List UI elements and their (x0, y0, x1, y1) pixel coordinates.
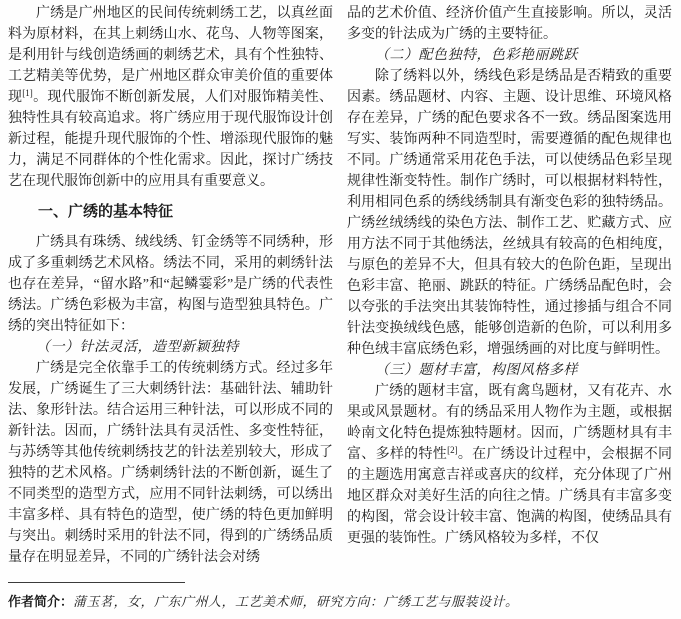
paragraph: 除了绣料以外，绣线色彩是绣品是否精致的重要因素。绣品题材、内容、主题、设计思维、环境风格存在差异，广绣的配色要求各不一致。绣品图案选用写实、装饰两种不同造型时，需要遵循的配色规律也不同。广绣通常采用花色手法，可以使绣品色彩呈现规律性渐变特性。制作广绣时，可以根据材料特性，利用相同色系的绣线绣制具有渐变色彩的独特绣品。广绣丝绒绣线的染色方法、制作工艺、贮藏方式、应用方法不同于其他绣法，丝绒具有较高的色相纯度，与原色的差异不大，但具有较大的色阶色距，呈现出色彩丰富、艳丽、跳跃的特征。广绣绣品配色时，会以夸张的手法突出其装饰特性，通过掺插与组合不同针法变换绒线色感，能够创造新的色阶，可以利用多种色绒丰富底绣色彩，增强绣画的对比度与鲜明性。 (347, 69, 672, 357)
subsection-heading: （二）配色独特，色彩艳丽跳跃 (375, 48, 578, 63)
citation-ref: [1] (22, 88, 33, 98)
section-heading: 一、广绣的基本特征 (38, 203, 174, 220)
paragraph: 广绣具有珠绣、绒线绣、钉金绣等不同绣种，形成了多重刺绣艺术风格。绣法不同，采用的刺绣针法也存在差异，“留水路”和“起鳞霎彩”是广绣的代表性绣法。广绣色彩极为丰富，构图与造型独具特色。广绣的突出特征如下： (8, 235, 333, 334)
footnote-text (8, 593, 673, 610)
left-column (8, 3, 333, 568)
right-column (347, 3, 672, 568)
paragraph: 广绣的题材丰富，既有禽鸟题材，又有花卉、水果或风景题材。有的绣品采用人物作为主题，或根据岭南文化特色提炼独特题材。因而，广绣题材具有丰富、多样的特性[2]。在广绣设计过程中，会根据不同的主题选用寓意吉祥或喜庆的纹样，充分体现了广州地区群众对美好生活的向往之情。广绣具有丰富多变的构图，常会设计较丰富、饱满的构图，使绣品具有更强的装饰性。广绣风格较为多样，不仅 (347, 384, 673, 546)
paragraph-continuation: 品的艺术价值、经济价值产生直接影响。所以，灵活多变的针法成为广绣的主要特征。 (347, 6, 672, 42)
author-footnote (8, 576, 673, 610)
paragraph: 广绣是广州地区的民间传统刺绣工艺，以真丝面料为原材料，在其上刺绣山水、花鸟、人物等图案，是利用针与线创造绣画的刺绣艺术，具有个性独特、工艺精美等优势，是广州地区群众审美价值的重要体现[1]。现代服饰不断创新发展，人们对服饰精美性、独特性具有较高追求。将广绣应用于现代服饰设计创新过程，能提升现代服饰的个性、增添现代服饰的魅力，满足不同群体的个性化需求。因此，探讨广绣技艺在现代服饰创新中的应用具有重要意义。 (8, 6, 334, 189)
subsection-heading: （三）题材丰富，构图风格多样 (375, 363, 578, 378)
subsection-heading: （一）针法灵活，造型新颖独特 (36, 340, 239, 355)
footnote-body: 蒲玉茗，女，广东广州人，工艺美术师，研究方向：广绣工艺与服装设计。 (73, 594, 519, 609)
citation-ref: [2] (447, 445, 458, 455)
footnote-divider (8, 582, 185, 583)
paragraph: 广绣是完全依靠手工的传统刺绣方式。经过多年发展，广绣诞生了三大刺绣针法：基础针法、辅助针法、象形针法。结合运用三种针法，可以形成不同的新针法。因而，广绣针法具有灵活性、多变性特征，与苏绣等其他传统刺绣技艺的针法差别较大，形成了独特的艺术风格。广绣刺绣针法的不断创新，诞生了不同类型的造型方式，应用不同针法刺绣，可以绣出丰富多样、具有特色的造型，使广绣的特色更加鲜明与突出。刺绣时采用的针法不同，得到的广绣绣品质量存在明显差异，不同的广绣针法会对绣 (8, 361, 333, 565)
footnote-label: 作者简介： (8, 594, 74, 609)
